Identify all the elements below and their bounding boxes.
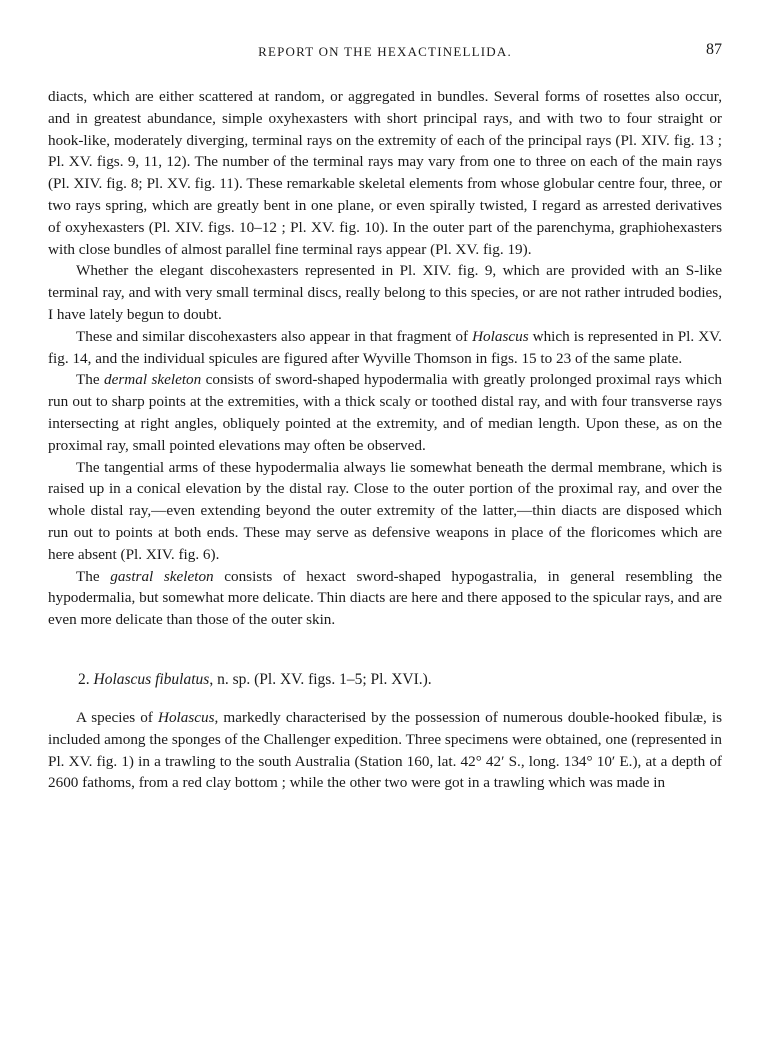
paragraph-4-text-a: The — [76, 371, 105, 389]
species-number: 2. — [78, 670, 94, 688]
species-name: Holascus fibulatus — [93, 670, 210, 688]
paragraph-7-text-b: , markedly characterised by the possession of numerous double-hooked fibulæ, is included among the sponges of the Challenger expedition. Three specimens were obtained, one (represented in Pl. XV. fig. 1) in a trawling to the south Australia (Station 160, lat. 42° 42′ S., long. 134° 10′ E.), at a depth of 2600 fathoms, from a red clay bottom ; while the other two were got in a trawling which was made in — [48, 708, 723, 792]
paragraph-1: diacts, which are either scattered at random, or aggregated in bundles. Several forms of rosettes also occur, and in greatest abundance, simple oxyhexasters with short principal rays, and with two to four straight or hook-like, moderately diverging, terminal rays on the extremity of each of the principal rays (Pl. XIV. fig. 13 ; Pl. XV. figs. 9, 11, 12). The number of the terminal rays may vary from one to three on each of the main rays (Pl. XIV. fig. 8; Pl. XV. fig. 11). These remarkable skeletal elements from whose globular centre four, three, or two rays spring, which are greatly bent in one plane, or even spirally twisted, I regard as arrested derivatives of oxyhexasters (Pl. XIV. figs. 10–12 ; Pl. XV. fig. 10). In the outer part of the parenchyma, graphiohexasters with close bundles of almost parallel fine terminal rays appear (Pl. XV. fig. 19). — [48, 88, 722, 258]
paragraph-6-text-a: The — [76, 567, 111, 585]
genus-name-2: Holascus — [157, 708, 215, 726]
species-heading — [48, 669, 722, 691]
section-spacer — [48, 631, 722, 669]
page-header — [48, 41, 722, 68]
genus-name: Holascus — [472, 327, 529, 345]
paragraph-3-text-b: which is represented in Pl. XV. fig. 14, and the individual spicules are figured after Wyville Thomson in figs. 15 to 23 of the same plate. — [48, 327, 722, 367]
paragraph-7 — [48, 707, 722, 794]
paragraph-6 — [48, 566, 722, 631]
paragraph-4-text-b: consists of sword-shaped hypodermalia with greatly prolonged proximal rays which run out to sharp points at the extremities, with a thick scaly or toothed distal ray, and with four transverse rays intersecting at right angles, obliquely pointed at the extremity, and of median length. Upon these, as on the proximal ray, small pointed elevations may often be observed. — [48, 371, 722, 454]
heading-spacer — [48, 691, 722, 707]
paragraph-6-text-b: consists of hexact sword-shaped hypogastralia, in general resembling the hypodermalia, but somewhat more delicate. Thin diacts are here and there apposed to the spicular rays, and are even more delicate than those of the outer skin. — [48, 567, 722, 629]
paragraph-3-text-a: These and similar discohexasters also appear in that fragment of — [76, 327, 473, 345]
paragraph-7-text-a: A species of — [76, 708, 158, 726]
term-dermal-skeleton: dermal skeleton — [104, 371, 202, 389]
running-head: REPORT ON THE HEXACTINELLIDA. — [258, 44, 512, 59]
paragraph-5: The tangential arms of these hypodermalia always lie somewhat beneath the dermal membrane, which is raised up in a conical elevation by the distal ray. Close to the outer portion of the proximal ray, and over the whole distal ray,—even extending beyond the outer extremity of the latter,—thin diacts are disposed which run out to points at both ends. These may serve as defensive weapons in place of the floricomes which are here absent (Pl. XIV. fig. 6). — [48, 458, 722, 563]
page-number: 87 — [706, 41, 722, 58]
paragraph-4 — [48, 369, 722, 456]
paragraph-3 — [48, 326, 722, 370]
paragraph-2: Whether the elegant discohexasters represented in Pl. XIV. fig. 9, which are provided with an S-like terminal ray, and with very small terminal discs, really belong to this species, or are not rather intruded bodies, I have lately begun to doubt. — [48, 262, 722, 323]
term-gastral-skeleton: gastral skeleton — [110, 567, 214, 585]
species-heading-rest: , n. sp. (Pl. XV. figs. 1–5; Pl. XVI.). — [209, 670, 432, 688]
body-text — [48, 86, 722, 794]
